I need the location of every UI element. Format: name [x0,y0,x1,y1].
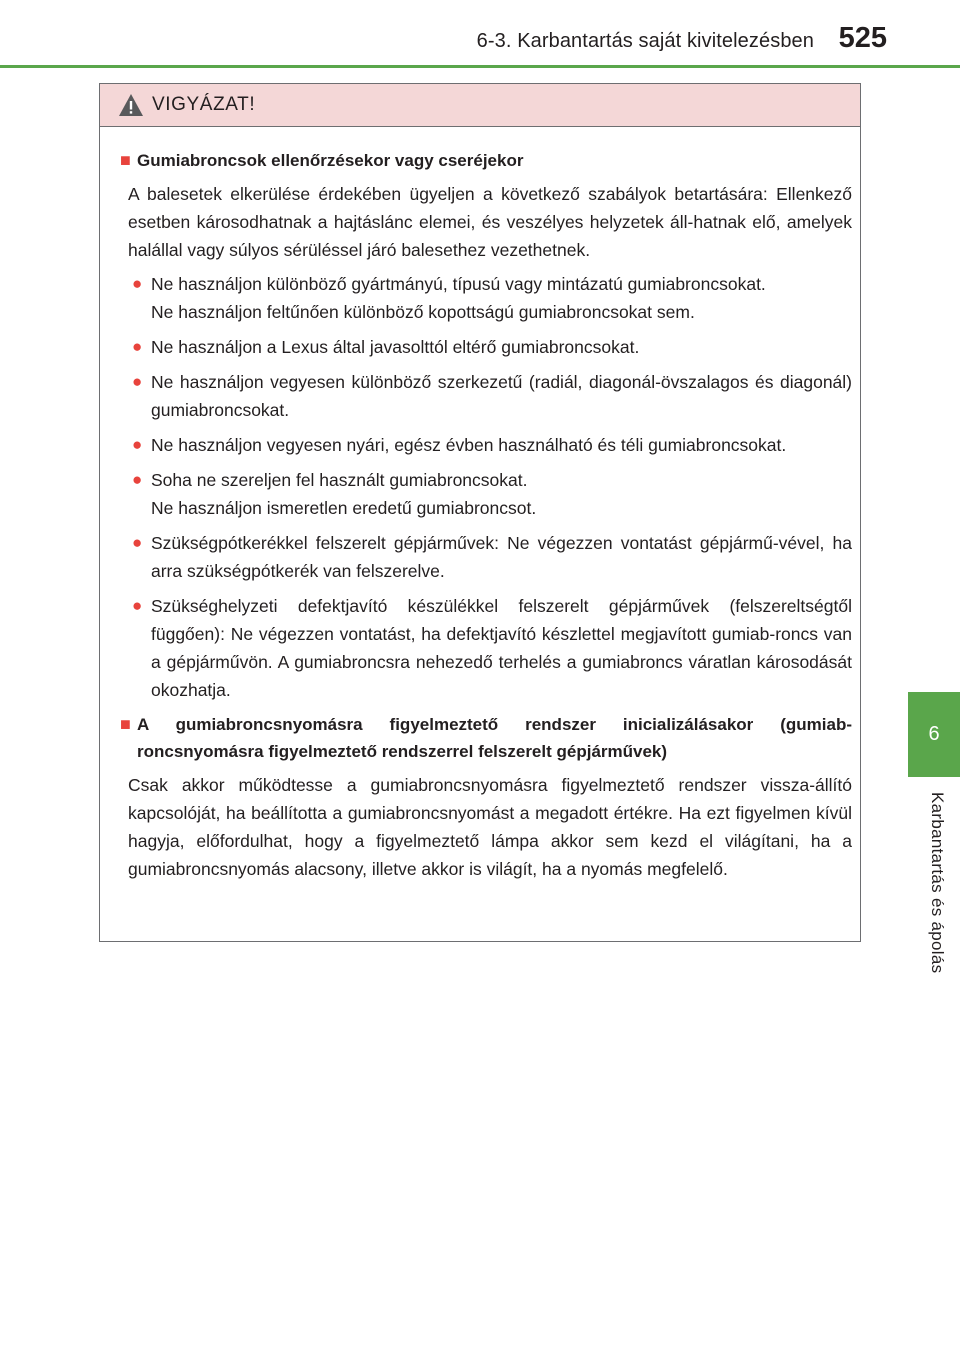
section-paragraph: Csak akkor működtesse a gumiabroncsnyomásra figyelmeztető rendszer vissza-állító kapcsolóját, ha beállította a gumiabroncsnyomást a megadott értékre. Ha ezt figyelmen kívül hagyja, előfordulhat, hogy a figyelmeztető lámpa akkor sem kezd el világítani, ha a gumiabroncsnyomás alacsony, illetve akkor is világít, ha a nyomás megfelelő. [128,775,852,879]
bullet-dot-icon: ● [132,470,143,489]
section-heading [120,147,852,174]
section-heading-text: A gumiabroncsnyomásra figyelmeztető rendszer inicializálásakor (gumiab-roncsnyomásra figyelmeztető rendszerrel felszerelt gépjárművek) [137,715,852,761]
list-item [120,431,852,459]
list-item-text: Ne használjon különböző gyártmányú, típusú vagy mintázatú gumiabroncsokat. [151,274,766,294]
chapter-label: Karbantartás és ápolás [928,792,947,974]
warning-body [100,127,860,883]
page-number: 525 [838,22,887,54]
square-marker-icon: ■ [120,150,131,170]
list-item-text: Szükséghelyzeti defektjavító készülékkel felszerelt gépjárművek (felszereltségtől függően): Ne végezzen vontatást, ha defektjavító készlettel megjavított gumiab-roncs van a gépjárművön. A gumiabroncsra nehezedő terhelés a gumiabroncs váratlan károsodását okozhatja. [151,596,852,700]
warning-triangle-icon [118,93,144,117]
list-item-text: Szükségpótkerékkel felszerelt gépjárművek: Ne végezzen vontatást gépjármű-vével, ha arra szükségpótkerék van felszerelve. [151,533,852,581]
bullet-dot-icon: ● [132,337,143,356]
list-item-text: Ne használjon ismeretlen eredetű gumiabroncsot. [151,498,537,518]
list-item-text: Soha ne szereljen fel használt gumiabroncsokat. [151,470,528,490]
section-heading [120,711,852,765]
chapter-tab[interactable] [908,692,960,777]
list-item-text: Ne használjon vegyesen nyári, egész évben használható és téli gumiabroncsokat. [151,435,787,455]
list-item [120,368,852,424]
bullet-dot-icon: ● [132,596,143,615]
list-item [120,592,852,704]
list-item [120,466,852,522]
warning-header [100,84,860,127]
warning-box [99,83,861,942]
chapter-number: 6 [928,723,940,745]
list-item-text: Ne használjon feltűnően különböző kopottságú gumiabroncsokat sem. [151,302,695,322]
square-marker-icon: ■ [120,714,131,734]
warning-title: VIGYÁZAT! [152,94,256,115]
bullet-dot-icon: ● [132,435,143,454]
list-item [120,529,852,585]
list-item-text: Ne használjon vegyesen különböző szerkezetű (radiál, diagonál-övszalagos és diagonál) gumiabroncsokat. [151,372,852,420]
bullet-dot-icon: ● [132,372,143,391]
section-heading-text: Gumiabroncsok ellenőrzésekor vagy cseréjekor [137,151,524,170]
list-item-text: Ne használjon a Lexus által javasolttól eltérő gumiabroncsokat. [151,337,640,357]
section-title: 6-3. Karbantartás saját kivitelezésben [476,30,814,52]
list-item [120,333,852,361]
list-item [120,270,852,326]
bullet-dot-icon: ● [132,533,143,552]
bullet-dot-icon: ● [132,274,143,293]
section-paragraph: A balesetek elkerülése érdekében ügyeljen a következő szabályok betartására: Ellenkező esetben károsodhatnak a hajtáslánc elemei, és veszélyes helyzetek áll-hatnak elő, amelyek halállal vagy súlyos sérüléssel járó balesethez vezethetnek. [128,184,852,260]
header-divider [0,65,960,68]
